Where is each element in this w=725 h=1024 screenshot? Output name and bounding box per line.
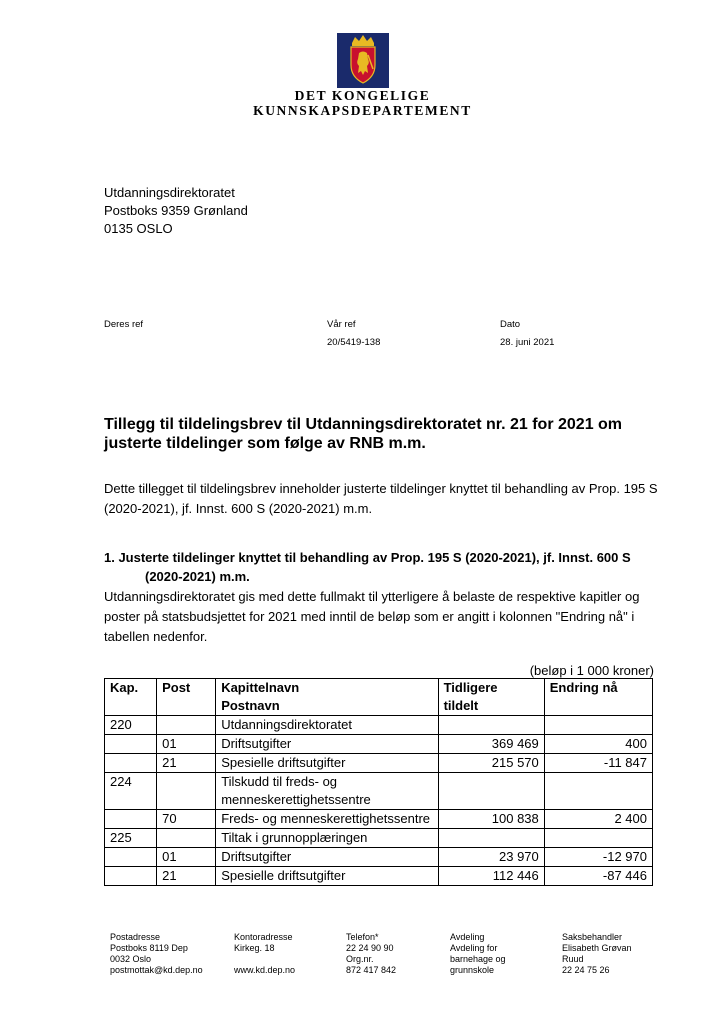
- amount-unit-note: (beløp i 1 000 kroner): [529, 663, 654, 678]
- header-tidligere: Tidligere: [443, 680, 498, 695]
- header-prev: [438, 679, 544, 716]
- footer-item: 22 24 90 90: [346, 943, 394, 953]
- footer-item: Postboks 8119 Dep: [110, 943, 188, 953]
- section-heading: [104, 548, 664, 586]
- coat-of-arms-logo: [337, 33, 389, 88]
- cell-name: Spesielle driftsutgifter: [216, 754, 438, 773]
- recipient-postal: 0135 OSLO: [104, 221, 173, 236]
- cell-prev: 23 970: [438, 848, 544, 867]
- cell-post: 01: [157, 848, 216, 867]
- intro-paragraph: Dette tillegget til tildelingsbrev inneholder justerte tildelinger knyttet til behandling av Prop. 195 S (2020-2021), jf. Innst. 600 S (2020-2021) m.m.: [104, 481, 658, 516]
- cell-prev: 369 469: [438, 735, 544, 754]
- cell-change: [544, 773, 652, 810]
- cell-kap: [105, 810, 157, 829]
- cell-name: Spesielle driftsutgifter: [216, 867, 438, 886]
- footer-postal-address: [110, 932, 203, 976]
- cell-change: 400: [544, 735, 652, 754]
- cell-post: 21: [157, 754, 216, 773]
- cell-post: 70: [157, 810, 216, 829]
- cell-prev: 215 570: [438, 754, 544, 773]
- header-tildelt: tildelt: [443, 698, 479, 713]
- table-row: [105, 810, 653, 829]
- footer-item: [234, 954, 295, 965]
- cell-prev: 112 446: [438, 867, 544, 886]
- cell-prev: [438, 716, 544, 735]
- var-ref-value: 20/5419-138: [327, 337, 381, 348]
- table-row: [105, 716, 653, 735]
- footer-case-officer: [562, 932, 632, 976]
- cell-change: -11 847: [544, 754, 652, 773]
- table-row: [105, 754, 653, 773]
- footer-item: grunnskole: [450, 965, 495, 975]
- date-value: 28. juni 2021: [500, 337, 555, 348]
- var-ref-label: Vår ref: [327, 319, 356, 330]
- footer-item: Org.nr.: [346, 954, 374, 964]
- footer-office-address: [234, 932, 295, 976]
- cell-post: [157, 716, 216, 735]
- cell-kap: [105, 867, 157, 886]
- cell-kap: 224: [105, 773, 157, 810]
- cell-post: [157, 829, 216, 848]
- cell-name: Utdanningsdirektoratet: [216, 716, 438, 735]
- section-heading-part2: (2020-2021) m.m.: [145, 569, 250, 584]
- cell-name: Freds- og menneskerettighetssentre: [216, 810, 438, 829]
- header-postnavn: Postnavn: [221, 698, 280, 713]
- cell-post: [157, 773, 216, 810]
- section-paragraph: Utdanningsdirektoratet gis med dette fullmakt til ytterligere å belaste de respektive kapitler og poster på statsbudsjettet for 2021 med inntil de beløp som er angitt i kolonnen "Endring nå" i tabellen nedenfor.: [104, 589, 640, 644]
- cell-kap: [105, 735, 157, 754]
- table-row: [105, 848, 653, 867]
- cell-name: Driftsutgifter: [216, 735, 438, 754]
- budget-table-body: [105, 716, 653, 886]
- header-name: [216, 679, 438, 716]
- table-row: [105, 829, 653, 848]
- cell-post: 01: [157, 735, 216, 754]
- cell-kap: [105, 754, 157, 773]
- header-post: Post: [157, 679, 216, 716]
- ministry-name-line2: KUNNSKAPSDEPARTEMENT: [253, 103, 472, 118]
- footer-item: Avdeling for: [450, 943, 498, 953]
- footer-email-link[interactable]: postmottak@kd.dep.no: [110, 965, 203, 975]
- footer-department: [450, 932, 506, 976]
- footer-item: Telefon*: [346, 932, 379, 942]
- table-row: [105, 867, 653, 886]
- header-kapittelnavn: Kapittelnavn: [221, 680, 300, 695]
- footer-website-link[interactable]: www.kd.dep.no: [234, 965, 296, 975]
- cell-prev: [438, 773, 544, 810]
- footer-item: Postadresse: [110, 932, 161, 942]
- footer-item: barnehage og: [450, 954, 506, 964]
- cell-name: Tilskudd til freds- og menneskerettighetssentre: [216, 773, 438, 810]
- footer-item: Kontoradresse: [234, 932, 293, 942]
- footer-item: Kirkeg. 18: [234, 943, 275, 953]
- cell-post: 21: [157, 867, 216, 886]
- table-row: [105, 773, 653, 810]
- footer-phone: [346, 932, 396, 976]
- footer-item: 0032 Oslo: [110, 954, 152, 964]
- cell-kap: [105, 848, 157, 867]
- section-heading-part1: 1. Justerte tildelinger knyttet til behandling av Prop. 195 S (2020-2021), jf. Innst. 600 S: [104, 550, 631, 565]
- recipient-address: Postboks 9359 Grønland: [104, 203, 248, 218]
- date-label: Dato: [500, 319, 521, 330]
- ministry-name-line1: DET KONGELIGE: [294, 88, 431, 103]
- deres-ref-label: Deres ref: [104, 319, 144, 330]
- cell-change: [544, 829, 652, 848]
- budget-table: [104, 678, 653, 886]
- cell-change: -87 446: [544, 867, 652, 886]
- footer-item: 872 417 842: [346, 965, 397, 975]
- cell-change: [544, 716, 652, 735]
- document-title: Tillegg til tildelingsbrev til Utdanningsdirektoratet nr. 21 for 2021 om justerte tildelinger som følge av RNB m.m.: [104, 416, 623, 452]
- table-header-row: [105, 679, 653, 716]
- header-change: Endring nå: [544, 679, 652, 716]
- footer-item: 22 24 75 26: [562, 965, 610, 975]
- footer-item: Elisabeth Grøvan: [562, 943, 632, 953]
- cell-prev: [438, 829, 544, 848]
- footer-item: Saksbehandler: [562, 932, 623, 942]
- recipient-name: Utdanningsdirektoratet: [104, 185, 235, 200]
- header-kap: Kap.: [105, 679, 157, 716]
- cell-prev: 100 838: [438, 810, 544, 829]
- footer-item: Avdeling: [450, 932, 485, 942]
- cell-kap: 220: [105, 716, 157, 735]
- cell-name: Driftsutgifter: [216, 848, 438, 867]
- cell-change: -12 970: [544, 848, 652, 867]
- cell-change: 2 400: [544, 810, 652, 829]
- table-row: [105, 735, 653, 754]
- footer-item: Ruud: [562, 954, 584, 964]
- cell-name: Tiltak i grunnopplæringen: [216, 829, 438, 848]
- cell-kap: 225: [105, 829, 157, 848]
